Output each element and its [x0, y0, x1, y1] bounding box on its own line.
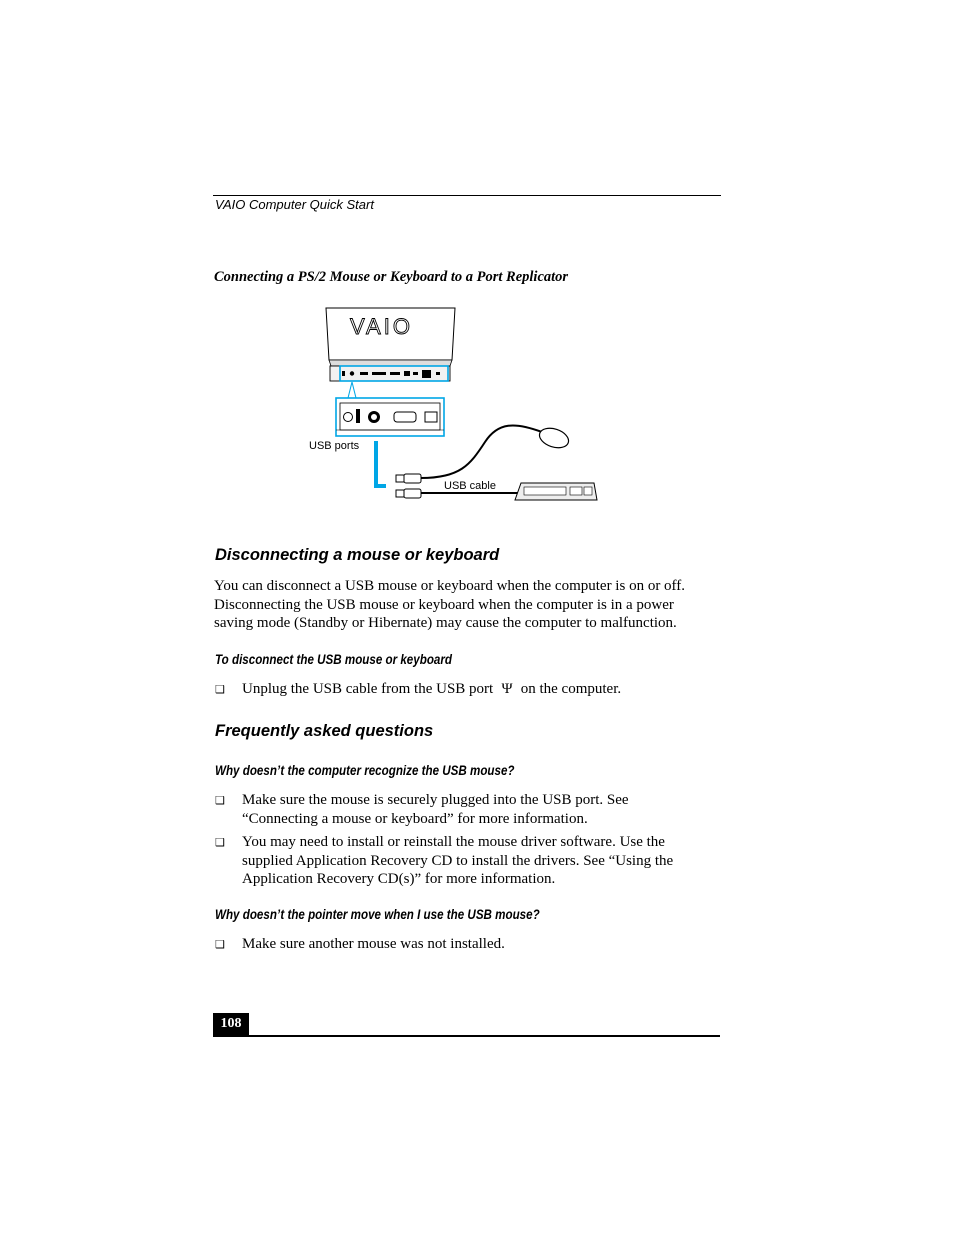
- answer-line: “Connecting a mouse or keyboard” for more information.: [242, 810, 588, 827]
- vaio-logo: VAIO: [350, 314, 413, 339]
- page-number: 108: [213, 1013, 249, 1035]
- section-heading-disconnect: Disconnecting a mouse or keyboard: [215, 546, 500, 564]
- bullet-icon: ❑: [215, 837, 225, 849]
- connection-diagram: [300, 300, 610, 515]
- procedure-heading: To disconnect the USB mouse or keyboard: [215, 652, 452, 667]
- header-rule: [213, 195, 721, 196]
- usb-port-indicator-arrow: [376, 441, 386, 486]
- port-panel-enlarged: [336, 398, 444, 436]
- usb-port-icon: Ψ: [501, 681, 513, 697]
- faq-answer: [242, 833, 712, 889]
- section-heading-faq: Frequently asked questions: [215, 722, 434, 740]
- step-text-before: Unplug the USB cable from the USB port: [242, 681, 497, 697]
- bullet-icon: ❑: [215, 684, 225, 696]
- keyboard-illustration: [515, 483, 597, 500]
- figure-caption: Connecting a PS/2 Mouse or Keyboard to a Port Replicator: [214, 269, 569, 285]
- procedure-step: [242, 680, 712, 699]
- disconnect-paragraph: [214, 577, 714, 633]
- answer-line: supplied Application Recovery CD to install the drivers. See “Using the: [242, 852, 674, 869]
- faq-question-1: Why doesn’t the computer recognize the USB mouse?: [215, 763, 515, 778]
- paragraph-line: You can disconnect a USB mouse or keyboard when the computer is on or off.: [214, 578, 686, 594]
- bullet-icon: ❑: [215, 795, 225, 807]
- faq-answer: [242, 935, 712, 954]
- bullet-icon: ❑: [215, 939, 225, 951]
- usb-cable-connectors: [396, 474, 421, 498]
- faq-question-2: Why doesn’t the pointer move when I use the USB mouse?: [215, 907, 540, 922]
- answer-line: Application Recovery CD(s)” for more information.: [242, 871, 556, 888]
- laptop-illustration: [326, 308, 455, 381]
- answer-line: You may need to install or reinstall the mouse driver software. Use the: [242, 834, 665, 850]
- running-header: VAIO Computer Quick Start: [215, 197, 374, 212]
- answer-line: Make sure the mouse is securely plugged into the USB port. See: [242, 792, 629, 808]
- usb-ports-label: USB ports: [309, 440, 360, 452]
- answer-line: Make sure another mouse was not installed.: [242, 936, 505, 952]
- footer-rule: [213, 1035, 720, 1037]
- paragraph-line: Disconnecting the USB mouse or keyboard when the computer is in a power: [214, 596, 674, 613]
- step-text-after: on the computer.: [516, 681, 622, 697]
- mouse-illustration: [537, 425, 571, 451]
- usb-cable-label: USB cable: [444, 480, 496, 492]
- faq-answer: [242, 791, 712, 828]
- paragraph-line: saving mode (Standby or Hibernate) may cause the computer to malfunction.: [214, 615, 677, 632]
